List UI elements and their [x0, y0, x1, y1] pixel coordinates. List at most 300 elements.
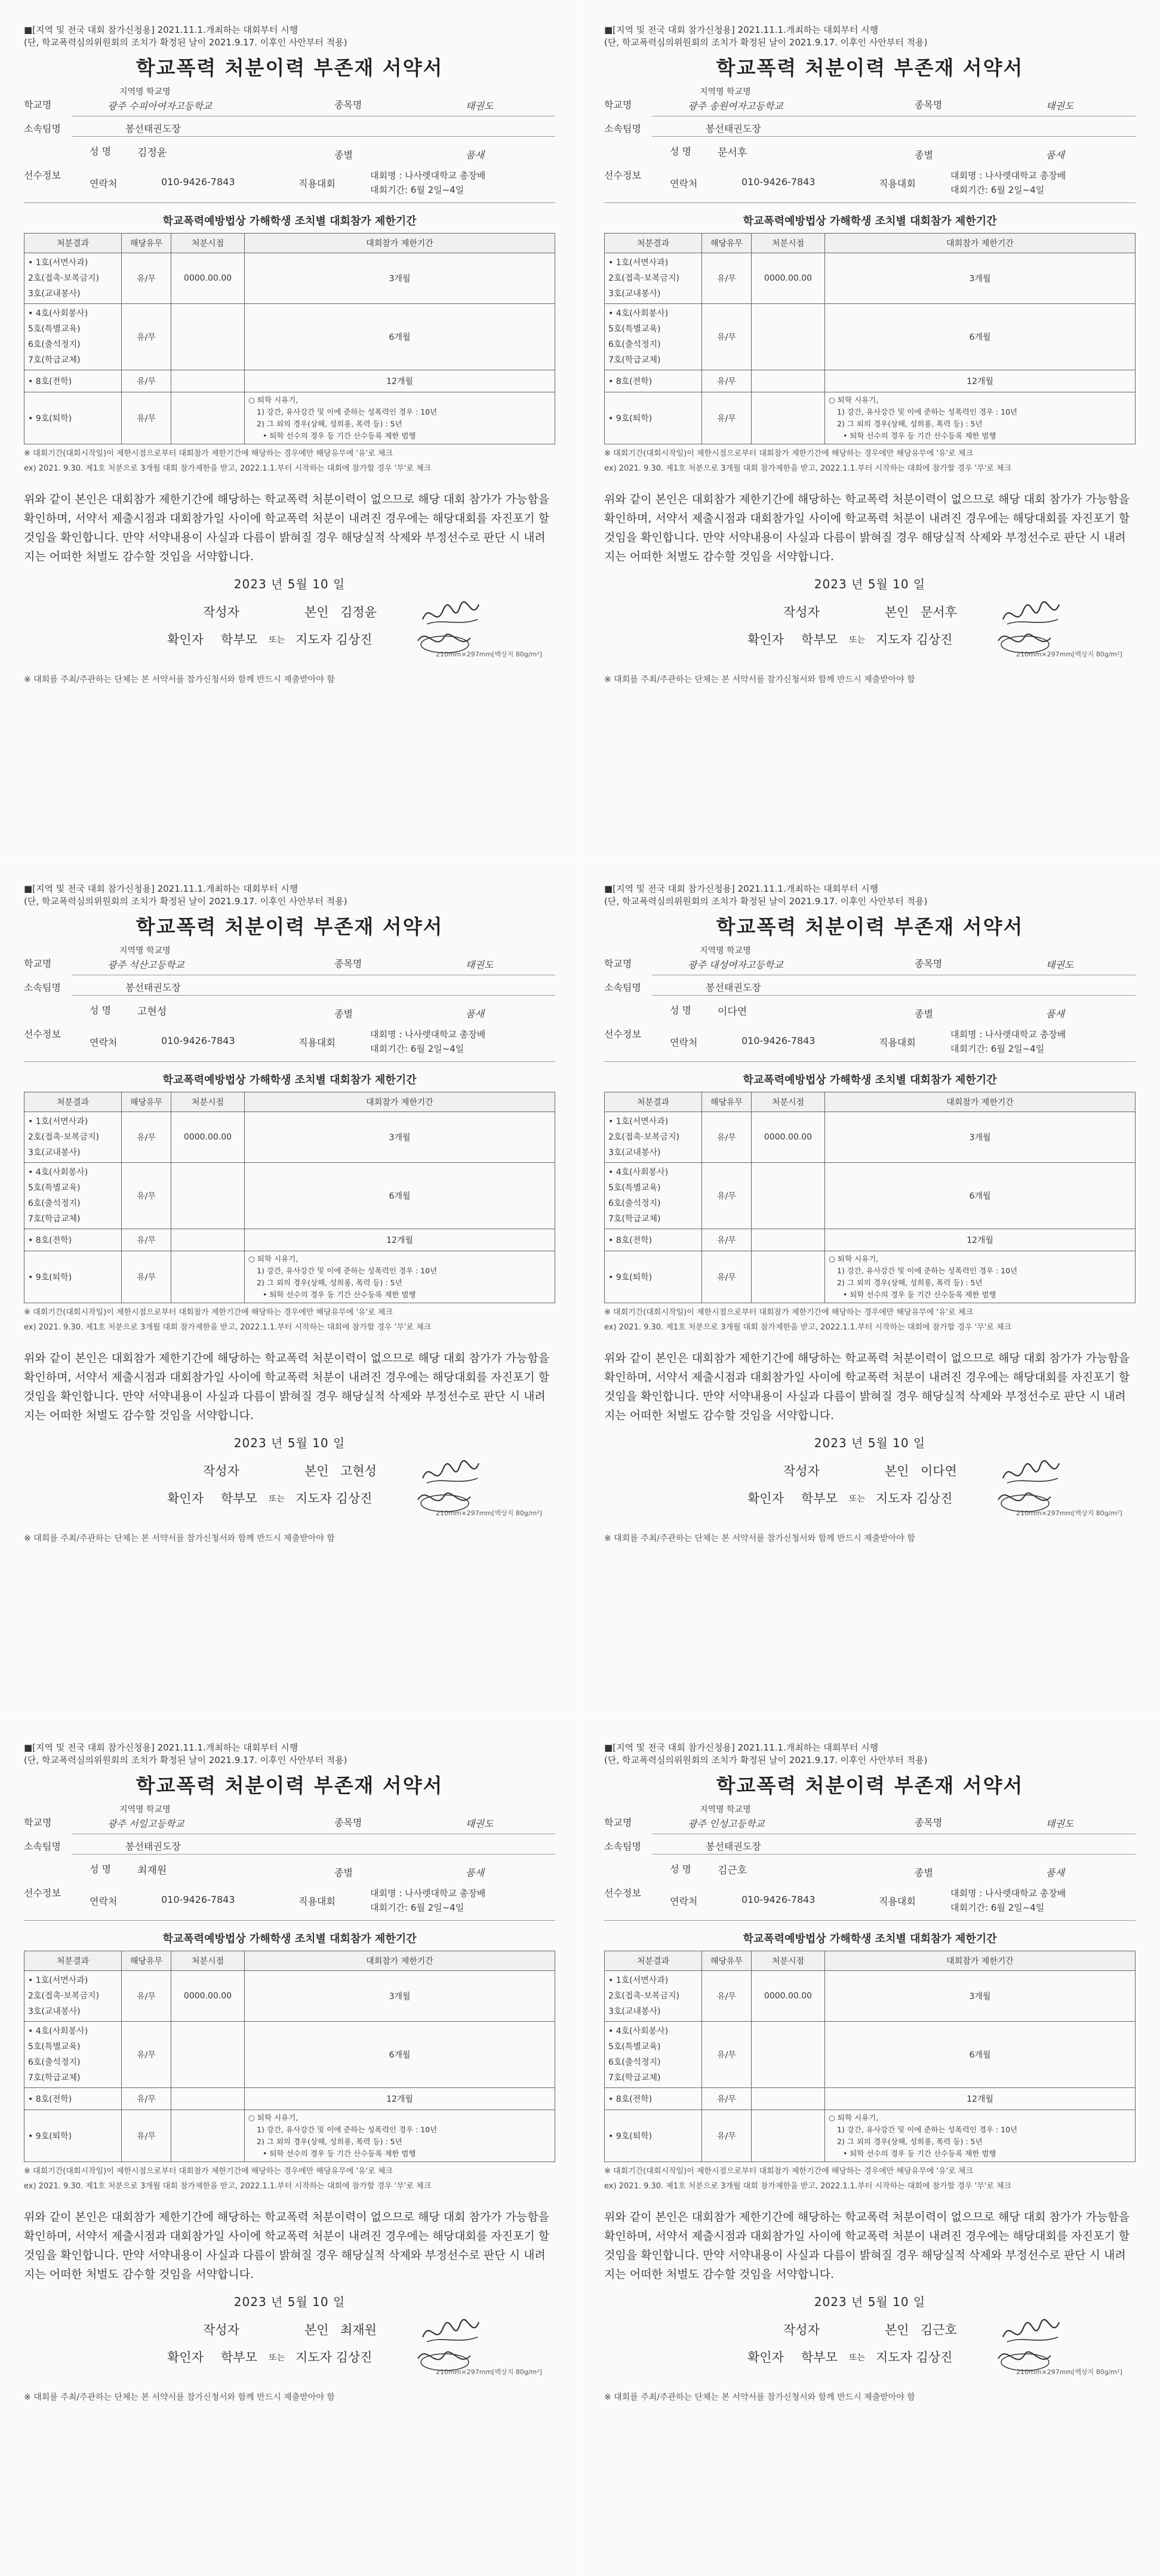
expel-line: 2) 그 외의 경우(상해, 성희롱, 폭력 등) : 5년	[837, 2137, 983, 2146]
yesno-cell: 유/무	[122, 370, 171, 392]
pledge-document	[580, 1718, 1160, 2576]
pledge-date: 2023 년 5월 10 일	[233, 577, 346, 591]
parent-label: 학부모	[221, 1491, 257, 1506]
name-label: 성 명	[670, 1005, 691, 1016]
affiliation-row	[24, 1834, 555, 1855]
header-date: 처분시점	[171, 1951, 245, 1971]
empty-cell	[171, 304, 245, 370]
affiliation-row	[604, 1834, 1136, 1855]
confirmer-label: 확인자	[747, 633, 784, 647]
contact-value: 010-9426-7843	[161, 1035, 235, 1046]
case-item: 6호(출석정지)	[28, 1199, 81, 1208]
self-label: 본인	[885, 1464, 909, 1478]
school-name: 광주 수피아여자고등학교	[107, 100, 213, 112]
table-row	[605, 1251, 1136, 1303]
expel-line: • 퇴학 선수의 경우 등 기간 산수등록 제한 범행	[843, 1290, 996, 1299]
self-label: 본인	[304, 2323, 329, 2337]
header-note-1: ■[지역 및 전국 대회 참가신청용] 2021.11.1.개최하는 대회부터 시행	[24, 1742, 299, 1753]
table-row	[605, 1112, 1136, 1163]
school-row	[604, 85, 1136, 116]
expel-line: 1) 강간, 유사강간 및 이에 준하는 성폭력인 경우 : 10년	[257, 2125, 438, 2134]
empty-cell	[752, 370, 825, 392]
pledge-date: 2023 년 5월 10 일	[233, 2295, 346, 2309]
cases-group-2	[24, 2022, 122, 2088]
expel-title: ○ 퇴학 시유기,	[829, 2113, 879, 2122]
limit-cell: 3개월	[245, 1112, 555, 1163]
school-name: 광주 인성고등학교	[688, 1818, 765, 1829]
pledge-document	[580, 0, 1160, 858]
table-header-row	[605, 234, 1136, 253]
competition-label: 직용대회	[299, 1896, 336, 1907]
cases-group-2	[24, 1163, 122, 1229]
parent-label: 학부모	[221, 2350, 257, 2365]
coach-label: 지도자 김상진	[296, 2350, 373, 2365]
pledge-document	[580, 859, 1160, 1717]
document-body	[604, 1742, 1136, 2403]
table-row	[24, 2088, 555, 2110]
document-title: 학교폭력 처분이력 부존재 서약서	[716, 1774, 1024, 1797]
footnote-2: ex) 2021. 9.30. 제1호 처분으로 3개월 대회 참가제한을 받고, 2022.1.1.부터 시작하는 대회에 참가할 경우 '무'로 체크	[604, 1323, 1012, 1332]
or-label: 또는	[849, 635, 866, 645]
yesno-cell: 유/무	[122, 1112, 171, 1163]
table-row	[605, 1229, 1136, 1251]
case-item: 6호(출석정지)	[608, 340, 661, 349]
confirmer-label: 확인자	[167, 1491, 204, 1506]
table-row	[24, 1163, 555, 1229]
case-item: • 8호(전학)	[605, 1229, 702, 1251]
school-row	[604, 944, 1136, 975]
cases-group-2	[605, 2022, 702, 2088]
case-item: • 1호(서면사과)	[28, 258, 88, 268]
table-row	[24, 253, 555, 304]
competition-period: 대회기간: 6월 2일~4일	[370, 185, 464, 195]
case-item: • 9호(퇴학)	[24, 392, 122, 444]
yesno-cell: 유/무	[702, 1112, 752, 1163]
table-row	[24, 304, 555, 370]
competition-period: 대회기간: 6월 2일~4일	[370, 1902, 464, 1913]
division-label: 종별	[915, 149, 933, 161]
table-row	[605, 392, 1136, 444]
yesno-cell: 유/무	[122, 2022, 171, 2088]
expel-line: • 퇴학 선수의 경우 등 기간 산수등록 제한 범행	[263, 431, 416, 440]
signer-name: 이다연	[921, 1464, 957, 1478]
cases-group-1	[605, 1971, 702, 2022]
case-item: 2호(접촉·보복금지)	[608, 1132, 679, 1142]
footnote-2: ex) 2021. 9.30. 제1호 처분으로 3개월 대회 참가제한을 받고, 2022.1.1.부터 시작하는 대회에 참가할 경우 '무'로 체크	[604, 464, 1012, 473]
header-note-1: ■[지역 및 전국 대회 참가신청용] 2021.11.1.개최하는 대회부터 시행	[604, 1742, 879, 1753]
athlete-name: 고현성	[137, 1006, 167, 1018]
info-section	[24, 1803, 555, 1921]
expel-line: 1) 강간, 유사강간 및 이에 준하는 성폭력인 경우 : 10년	[257, 407, 438, 416]
division-label: 종별	[915, 1867, 933, 1878]
empty-cell	[752, 304, 825, 370]
case-item: 3호(교내봉사)	[608, 1148, 661, 1157]
footnote-2: ex) 2021. 9.30. 제1호 처분으로 3개월 대회 참가제한을 받고, 2022.1.1.부터 시작하는 대회에 참가할 경우 '무'로 체크	[604, 2182, 1012, 2191]
case-item: • 4호(사회봉사)	[608, 1168, 669, 1177]
footnote-1: ※ 대회기간(대회시작일)이 제한시점으로부터 대회참가 제한기간에 해당하는 경우에만 해당유무에 '유'로 체크	[24, 2167, 393, 2176]
signer-name: 김근호	[921, 2323, 957, 2337]
pledge-text: 위와 같이 본인은 대회참가 제한기간에 해당하는 학교폭력 처분이력이 없으므로 해당 대회 참가가 가능함을 확인하며, 서약서 제출시점과 대회참가일 사이에 학교폭력 처분이 내려진 경우에는 해당대회를 자진포기 할 것임을 확인합니다. 만약 서약내용이 사실과 다름이 밝혀질 경우 해당실적 삭제와 부정선수로 판단 시 내려지는 어떠한 처벌도 감수할 것임을 서약합니다.	[24, 2210, 550, 2281]
event-value: 태권도	[1046, 1818, 1074, 1829]
case-item: 2호(접촉·보복금지)	[28, 1132, 99, 1142]
expel-title: ○ 퇴학 시유기,	[829, 1254, 879, 1263]
case-item: 3호(교내봉사)	[28, 289, 81, 299]
document-title: 학교폭력 처분이력 부존재 서약서	[136, 915, 444, 938]
document-title: 학교폭력 처분이력 부존재 서약서	[136, 1774, 444, 1797]
competition-name: 대회명 : 나사렛대학교 총장배	[370, 1888, 486, 1899]
name-label: 성 명	[90, 146, 111, 157]
case-item: 3호(교내봉사)	[608, 289, 661, 299]
self-label: 본인	[885, 2323, 909, 2337]
case-item: 2호(접촉·보복금지)	[608, 274, 679, 283]
competition-name: 대회명 : 나사렛대학교 총장배	[950, 1029, 1066, 1040]
document-body	[604, 24, 1136, 685]
event-value: 태권도	[1046, 100, 1074, 112]
case-item: 5호(특별교육)	[608, 324, 661, 334]
signer-name: 김정윤	[340, 605, 377, 619]
affiliation-row	[24, 116, 555, 137]
coach-label: 지도자 김상진	[876, 2350, 953, 2365]
paper-spec-note: 210mm×297mm[백상지 80g/m²]	[436, 2368, 542, 2376]
competition-label: 직용대회	[879, 178, 916, 189]
division-value: 품새	[466, 1008, 484, 1020]
school-label: 학교명	[24, 1817, 52, 1828]
region-school-label: 지역명 학교명	[119, 1805, 171, 1814]
contact-label: 연락처	[90, 1896, 118, 1907]
footnote-2: ex) 2021. 9.30. 제1호 처분으로 3개월 대회 참가제한을 받고, 2022.1.1.부터 시작하는 대회에 참가할 경우 '무'로 체크	[24, 2182, 432, 2191]
document-body	[24, 883, 555, 1544]
coach-label: 지도자 김상진	[296, 633, 373, 647]
confirmer-label: 확인자	[167, 633, 204, 647]
header-note-1: ■[지역 및 전국 대회 참가신청용] 2021.11.1.개최하는 대회부터 시행	[24, 24, 299, 35]
division-label: 종별	[915, 1008, 933, 1020]
signer-label: 작성자	[203, 1464, 239, 1478]
confirmer-line	[24, 2343, 555, 2376]
name-label: 성 명	[670, 146, 691, 157]
athlete-block	[604, 996, 1136, 1062]
header-date: 처분시점	[171, 234, 245, 253]
case-item: • 9호(퇴학)	[24, 1251, 122, 1303]
case-item: • 1호(서면사과)	[28, 1117, 88, 1126]
pledge-document	[0, 1718, 580, 2576]
signer-name: 고현성	[340, 1464, 377, 1478]
pledge-text: 위와 같이 본인은 대회참가 제한기간에 해당하는 학교폭력 처분이력이 없으므로 해당 대회 참가가 가능함을 확인하며, 서약서 제출시점과 대회참가일 사이에 학교폭력 처분이 내려진 경우에는 해당대회를 자진포기 할 것임을 확인합니다. 만약 서약내용이 사실과 다름이 밝혀질 경우 해당실적 삭제와 부정선수로 판단 시 내려지는 어떠한 처벌도 감수할 것임을 서약합니다.	[24, 1352, 550, 1422]
header-date: 처분시점	[752, 1092, 825, 1112]
case-item: • 8호(전학)	[605, 370, 702, 392]
signer-name: 문서후	[921, 605, 957, 619]
name-label: 성 명	[90, 1005, 111, 1016]
expel-cell	[825, 1251, 1136, 1303]
case-item: • 1호(서면사과)	[28, 1976, 88, 1985]
event-label: 종목명	[334, 958, 362, 969]
self-label: 본인	[304, 1464, 329, 1478]
header-note-1: ■[지역 및 전국 대회 참가신청용] 2021.11.1.개최하는 대회부터 시행	[604, 24, 879, 35]
case-item: • 9호(퇴학)	[605, 1251, 702, 1303]
header-yesno: 해당유무	[122, 1951, 171, 1971]
competition-name: 대회명 : 나사렛대학교 총장배	[370, 170, 486, 181]
yesno-cell: 유/무	[702, 1163, 752, 1229]
region-school-label: 지역명 학교명	[119, 946, 171, 956]
confirmer-label: 확인자	[167, 2350, 204, 2365]
yesno-cell: 유/무	[122, 1971, 171, 2022]
athlete-block	[604, 137, 1136, 203]
competition-name: 대회명 : 나사렛대학교 총장배	[950, 170, 1066, 181]
case-item: • 4호(사회봉사)	[608, 309, 669, 318]
table-row	[24, 370, 555, 392]
case-item: 6호(출석정지)	[608, 2058, 661, 2067]
penalty-table	[604, 1092, 1136, 1303]
yesno-cell: 유/무	[122, 1163, 171, 1229]
parent-label: 학부모	[801, 1491, 838, 1506]
empty-cell	[752, 392, 825, 444]
yesno-cell: 유/무	[122, 304, 171, 370]
cases-group-1	[605, 253, 702, 304]
limit-cell: 12개월	[825, 370, 1136, 392]
signer-label: 작성자	[783, 2323, 820, 2337]
coach-label: 지도자 김상진	[876, 1491, 953, 1506]
header-note-2: (단, 학교폭력심의위원회의 조치가 확정된 날이 2021.9.17. 이후인 사안부터 적용)	[604, 896, 928, 907]
case-item: 5호(특별교육)	[608, 1183, 661, 1193]
case-item: 7호(학급교체)	[28, 2073, 81, 2083]
case-item: 5호(특별교육)	[28, 1183, 81, 1193]
header-limit: 대회참가 제한기간	[825, 1092, 1136, 1112]
table-title: 학교폭력예방법상 가해학생 조치별 대회참가 제한기간	[162, 215, 417, 228]
yesno-cell: 유/무	[122, 2088, 171, 2110]
limit-cell: 6개월	[245, 1163, 555, 1229]
signer-line	[24, 2316, 555, 2343]
school-name: 광주 송원여자고등학교	[688, 100, 783, 112]
yesno-cell: 유/무	[122, 253, 171, 304]
parent-label: 학부모	[801, 2350, 838, 2365]
cases-group-1	[24, 1971, 122, 2022]
division-value: 품새	[466, 149, 484, 161]
expel-line: 1) 강간, 유사강간 및 이에 준하는 성폭력인 경우 : 10년	[257, 1266, 438, 1275]
athlete-name: 김근호	[718, 1865, 747, 1877]
confirmer-label: 확인자	[747, 2350, 784, 2365]
self-label: 본인	[304, 605, 329, 619]
penalty-table	[604, 233, 1136, 444]
header-note-2: (단, 학교폭력심의위원회의 조치가 확정된 날이 2021.9.17. 이후인 사안부터 적용)	[24, 896, 347, 907]
case-item: 2호(접촉·보복금지)	[28, 274, 99, 283]
yesno-cell: 유/무	[702, 304, 752, 370]
signer-name: 최재원	[340, 2323, 377, 2337]
affiliation-value: 봉선태권도장	[706, 123, 761, 134]
info-section	[604, 85, 1136, 203]
paper-spec-note: 210mm×297mm[백상지 80g/m²]	[436, 650, 542, 658]
header-result: 처분결과	[605, 1092, 702, 1112]
expel-line: 2) 그 외의 경우(상해, 성희롱, 폭력 등) : 5년	[257, 2137, 402, 2146]
competition-period: 대회기간: 6월 2일~4일	[950, 185, 1045, 195]
penalty-table	[24, 1951, 555, 2162]
case-item: • 4호(사회봉사)	[28, 309, 88, 318]
yesno-cell: 유/무	[702, 392, 752, 444]
competition-label: 직용대회	[299, 1037, 336, 1048]
event-label: 종목명	[915, 958, 943, 969]
empty-cell	[171, 1251, 245, 1303]
cases-group-2	[24, 304, 122, 370]
case-item: 6호(출석정지)	[28, 340, 81, 349]
yesno-cell: 유/무	[702, 1229, 752, 1251]
region-school-label: 지역명 학교명	[700, 946, 751, 956]
empty-cell	[171, 1163, 245, 1229]
competition-name: 대회명 : 나사렛대학교 총장배	[370, 1029, 486, 1040]
header-note-2: (단, 학교폭력심의위원회의 조치가 확정된 날이 2021.9.17. 이후인 사안부터 적용)	[604, 37, 928, 48]
table-row	[24, 1971, 555, 2022]
signer-label: 작성자	[783, 1464, 820, 1478]
yesno-cell: 유/무	[702, 2022, 752, 2088]
yesno-cell: 유/무	[702, 2088, 752, 2110]
pledge-text: 위와 같이 본인은 대회참가 제한기간에 해당하는 학교폭력 처분이력이 없으므로 해당 대회 참가가 가능함을 확인하며, 서약서 제출시점과 대회참가일 사이에 학교폭력 처분이 내려진 경우에는 해당대회를 자진포기 할 것임을 확인합니다. 만약 서약내용이 사실과 다름이 밝혀질 경우 해당실적 삭제와 부정선수로 판단 시 내려지는 어떠한 처벌도 감수할 것임을 서약합니다.	[604, 493, 1130, 563]
document-body	[604, 883, 1136, 1544]
header-yesno: 해당유무	[702, 234, 752, 253]
pledge-date: 2023 년 5월 10 일	[233, 1436, 346, 1450]
date-cell: 0000.00.00	[171, 253, 245, 304]
info-section	[604, 944, 1136, 1062]
info-section	[604, 1803, 1136, 1921]
limit-cell: 6개월	[825, 304, 1136, 370]
pledge-document	[0, 0, 580, 858]
empty-cell	[171, 2088, 245, 2110]
school-name: 광주 석산고등학교	[107, 959, 184, 971]
limit-cell: 12개월	[825, 2088, 1136, 2110]
paper-spec-note: 210mm×297mm[백상지 80g/m²]	[1016, 650, 1122, 658]
empty-cell	[752, 2088, 825, 2110]
empty-cell	[171, 370, 245, 392]
case-item: • 4호(사회봉사)	[608, 2027, 669, 2036]
case-item: • 8호(전학)	[24, 1229, 122, 1251]
empty-cell	[752, 1163, 825, 1229]
header-note-1: ■[지역 및 전국 대회 참가신청용] 2021.11.1.개최하는 대회부터 시행	[24, 883, 299, 894]
affiliation-label: 소속팀명	[604, 1841, 641, 1852]
name-label: 성 명	[670, 1863, 691, 1875]
case-item: 5호(특별교육)	[608, 2042, 661, 2052]
yesno-cell: 유/무	[702, 2110, 752, 2162]
school-name: 광주 대성여자고등학교	[688, 959, 783, 971]
athlete-block	[24, 1855, 555, 1921]
penalty-table	[24, 233, 555, 444]
header-note-2: (단, 학교폭력심의위원회의 조치가 확정된 날이 2021.9.17. 이후인 사안부터 적용)	[604, 1755, 928, 1766]
header-limit: 대회참가 제한기간	[245, 234, 555, 253]
case-item: • 8호(전학)	[24, 2088, 122, 2110]
contact-value: 010-9426-7843	[741, 1035, 816, 1046]
case-item: • 1호(서면사과)	[608, 1117, 669, 1126]
header-date: 처분시점	[171, 1092, 245, 1112]
expel-line: 2) 그 외의 경우(상해, 성희롱, 폭력 등) : 5년	[257, 1278, 402, 1287]
affiliation-value: 봉선태권도장	[706, 1841, 761, 1852]
or-label: 또는	[849, 2353, 866, 2363]
athlete-block	[24, 996, 555, 1062]
limit-cell: 3개월	[825, 1112, 1136, 1163]
header-date: 처분시점	[752, 234, 825, 253]
header-note-2: (단, 학교폭력심의위원회의 조치가 확정된 날이 2021.9.17. 이후인 사안부터 적용)	[24, 1755, 347, 1766]
case-item: • 9호(퇴학)	[24, 2110, 122, 2162]
athlete-info-label: 선수정보	[24, 1028, 61, 1040]
school-label: 학교명	[24, 99, 52, 110]
cases-group-1	[24, 1112, 122, 1163]
case-item: • 9호(퇴학)	[605, 2110, 702, 2162]
expel-cell	[245, 2110, 555, 2162]
table-row	[605, 304, 1136, 370]
cases-group-1	[605, 1112, 702, 1163]
expel-line: 2) 그 외의 경우(상해, 성희롱, 폭력 등) : 5년	[837, 1278, 983, 1287]
empty-cell	[171, 392, 245, 444]
event-label: 종목명	[334, 1817, 362, 1828]
footnote-1: ※ 대회기간(대회시작일)이 제한시점으로부터 대회참가 제한기간에 해당하는 경우에만 해당유무에 '유'로 체크	[604, 449, 973, 458]
case-item: 7호(학급교체)	[28, 355, 81, 365]
yesno-cell: 유/무	[702, 1971, 752, 2022]
empty-cell	[171, 2022, 245, 2088]
pledge-date: 2023 년 5월 10 일	[814, 577, 926, 591]
athlete-name: 최재원	[137, 1865, 167, 1877]
event-label: 종목명	[915, 99, 943, 110]
empty-cell	[752, 1229, 825, 1251]
self-label: 본인	[885, 605, 909, 619]
table-header-row	[605, 1951, 1136, 1971]
case-item: 7호(학급교체)	[608, 1214, 661, 1224]
paper-spec-note: 210mm×297mm[백상지 80g/m²]	[436, 1509, 542, 1517]
contact-value: 010-9426-7843	[741, 1894, 816, 1905]
limit-cell: 12개월	[245, 370, 555, 392]
document-title: 학교폭력 처분이력 부존재 서약서	[136, 56, 444, 79]
expel-title: ○ 퇴학 시유기,	[248, 1254, 299, 1263]
event-label: 종목명	[915, 1817, 943, 1828]
header-yesno: 해당유무	[122, 234, 171, 253]
limit-cell: 6개월	[245, 304, 555, 370]
competition-name: 대회명 : 나사렛대학교 총장배	[950, 1888, 1066, 1899]
contact-label: 연락처	[670, 1037, 698, 1048]
confirmer-line	[604, 2343, 1136, 2376]
division-value: 품새	[1046, 1867, 1064, 1878]
expel-line: • 퇴학 선수의 경우 등 기간 산수등록 제한 범행	[843, 2149, 996, 2158]
cases-group-2	[605, 1163, 702, 1229]
table-row	[24, 2022, 555, 2088]
table-row	[605, 1971, 1136, 2022]
footnote-1: ※ 대회기간(대회시작일)이 제한시점으로부터 대회참가 제한기간에 해당하는 경우에만 해당유무에 '유'로 체크	[24, 449, 393, 458]
division-label: 종별	[334, 1008, 353, 1020]
document-title: 학교폭력 처분이력 부존재 서약서	[716, 56, 1024, 79]
case-item: 2호(접촉·보복금지)	[28, 1991, 99, 2001]
contact-label: 연락처	[90, 1037, 118, 1048]
limit-cell: 12개월	[245, 1229, 555, 1251]
school-label: 학교명	[604, 1817, 632, 1828]
yesno-cell: 유/무	[702, 253, 752, 304]
case-item: 6호(출석정지)	[608, 1199, 661, 1208]
table-header-row	[24, 234, 555, 253]
contact-label: 연락처	[90, 178, 118, 189]
date-cell: 0000.00.00	[752, 1971, 825, 2022]
document-title: 학교폭력 처분이력 부존재 서약서	[716, 915, 1024, 938]
affiliation-row	[604, 116, 1136, 137]
expel-line: • 퇴학 선수의 경우 등 기간 산수등록 제한 범행	[263, 1290, 416, 1299]
expel-cell	[245, 1251, 555, 1303]
signer-line	[24, 1457, 555, 1484]
case-item: 3호(교내봉사)	[608, 2007, 661, 2016]
affiliation-label: 소속팀명	[604, 982, 641, 993]
athlete-block	[24, 137, 555, 203]
division-value: 품새	[1046, 1008, 1064, 1020]
paper-spec-note: 210mm×297mm[백상지 80g/m²]	[1016, 1509, 1122, 1517]
athlete-info-label: 선수정보	[604, 1887, 641, 1899]
table-title: 학교폭력예방법상 가해학생 조치별 대회참가 제한기간	[162, 1074, 417, 1086]
case-item: 7호(학급교체)	[608, 355, 661, 365]
case-item: 5호(특별교육)	[28, 2042, 81, 2052]
header-result: 처분결과	[24, 234, 122, 253]
case-item: 2호(접촉·보복금지)	[608, 1991, 679, 2001]
case-item: 7호(학급교체)	[28, 1214, 81, 1224]
athlete-info-label: 선수정보	[604, 1028, 641, 1040]
athlete-info-label: 선수정보	[24, 170, 61, 181]
expel-line: 1) 강간, 유사강간 및 이에 준하는 성폭력인 경우 : 10년	[837, 1266, 1018, 1275]
